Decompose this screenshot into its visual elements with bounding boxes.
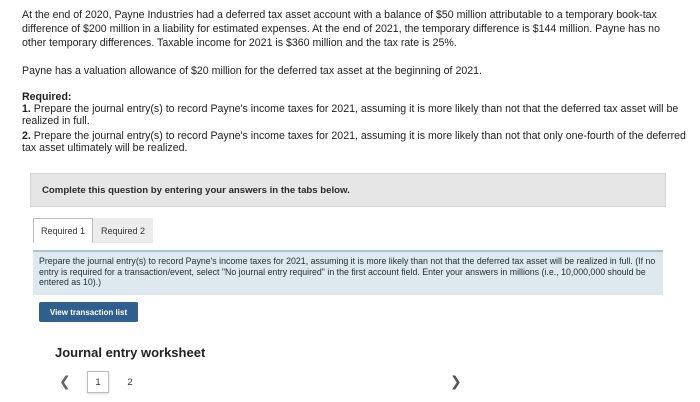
required-item-2-text: Prepare the journal entry(s) to record Payne's income taxes for 2021, assuming it is more likely than not that only one-fourth of the deferred tax asset ultimately will be realized. bbox=[22, 130, 686, 154]
tab-required-1[interactable]: Required 1 bbox=[33, 218, 93, 243]
required-tabs bbox=[33, 218, 153, 243]
worksheet-title: Journal entry worksheet bbox=[55, 345, 206, 360]
view-transaction-list-button[interactable]: View transaction list bbox=[39, 302, 138, 322]
valuation-allowance-text: Payne has a valuation allowance of $20 million for the deferred tax asset at the beginning of 2021. bbox=[22, 65, 482, 77]
required-item-1-number: 1. bbox=[22, 103, 31, 115]
chevron-left-icon[interactable]: ❮ bbox=[59, 373, 71, 389]
instructions-panel bbox=[33, 250, 663, 295]
problem-intro-text: At the end of 2020, Payne Industries had a deferred tax asset account with a balance of $50 million attributable to a temporary book-tax difference of $200 million in a liability for estimated expenses. At the end of 2021, the temporary difference is $144 million. Payne has no other temporary differences. Taxable income for 2021 is $360 million and the tax rate is 25%. bbox=[22, 9, 660, 49]
required-heading: Required: bbox=[22, 91, 72, 103]
required-item-2 bbox=[22, 130, 686, 154]
required-item-1-text: Prepare the journal entry(s) to record Payne's income taxes for 2021, assuming it is more likely than not that the deferred tax asset will be realized in full. bbox=[22, 103, 679, 127]
instructions-text: Prepare the journal entry(s) to record Payne's income taxes for 2021, assuming it is more likely than not that the deferred tax asset will be realized in full. (If no entry is required for a transaction/event, select "No journal entry required" in the first account field. Enter your answers in millions (i.e., 10,000,000 should be entered as 10).) bbox=[39, 256, 656, 287]
problem-intro bbox=[22, 8, 684, 50]
required-item-1 bbox=[22, 103, 686, 127]
complete-question-banner bbox=[30, 173, 666, 207]
worksheet-pager bbox=[55, 370, 475, 394]
chevron-right-icon[interactable]: ❯ bbox=[450, 373, 462, 389]
page-button-2[interactable]: 2 bbox=[127, 376, 133, 388]
required-item-2-number: 2. bbox=[22, 130, 31, 142]
tab-required-2[interactable]: Required 2 bbox=[93, 218, 153, 243]
complete-question-text: Complete this question by entering your answers in the tabs below. bbox=[42, 184, 350, 196]
page-button-1[interactable]: 1 bbox=[87, 371, 109, 393]
